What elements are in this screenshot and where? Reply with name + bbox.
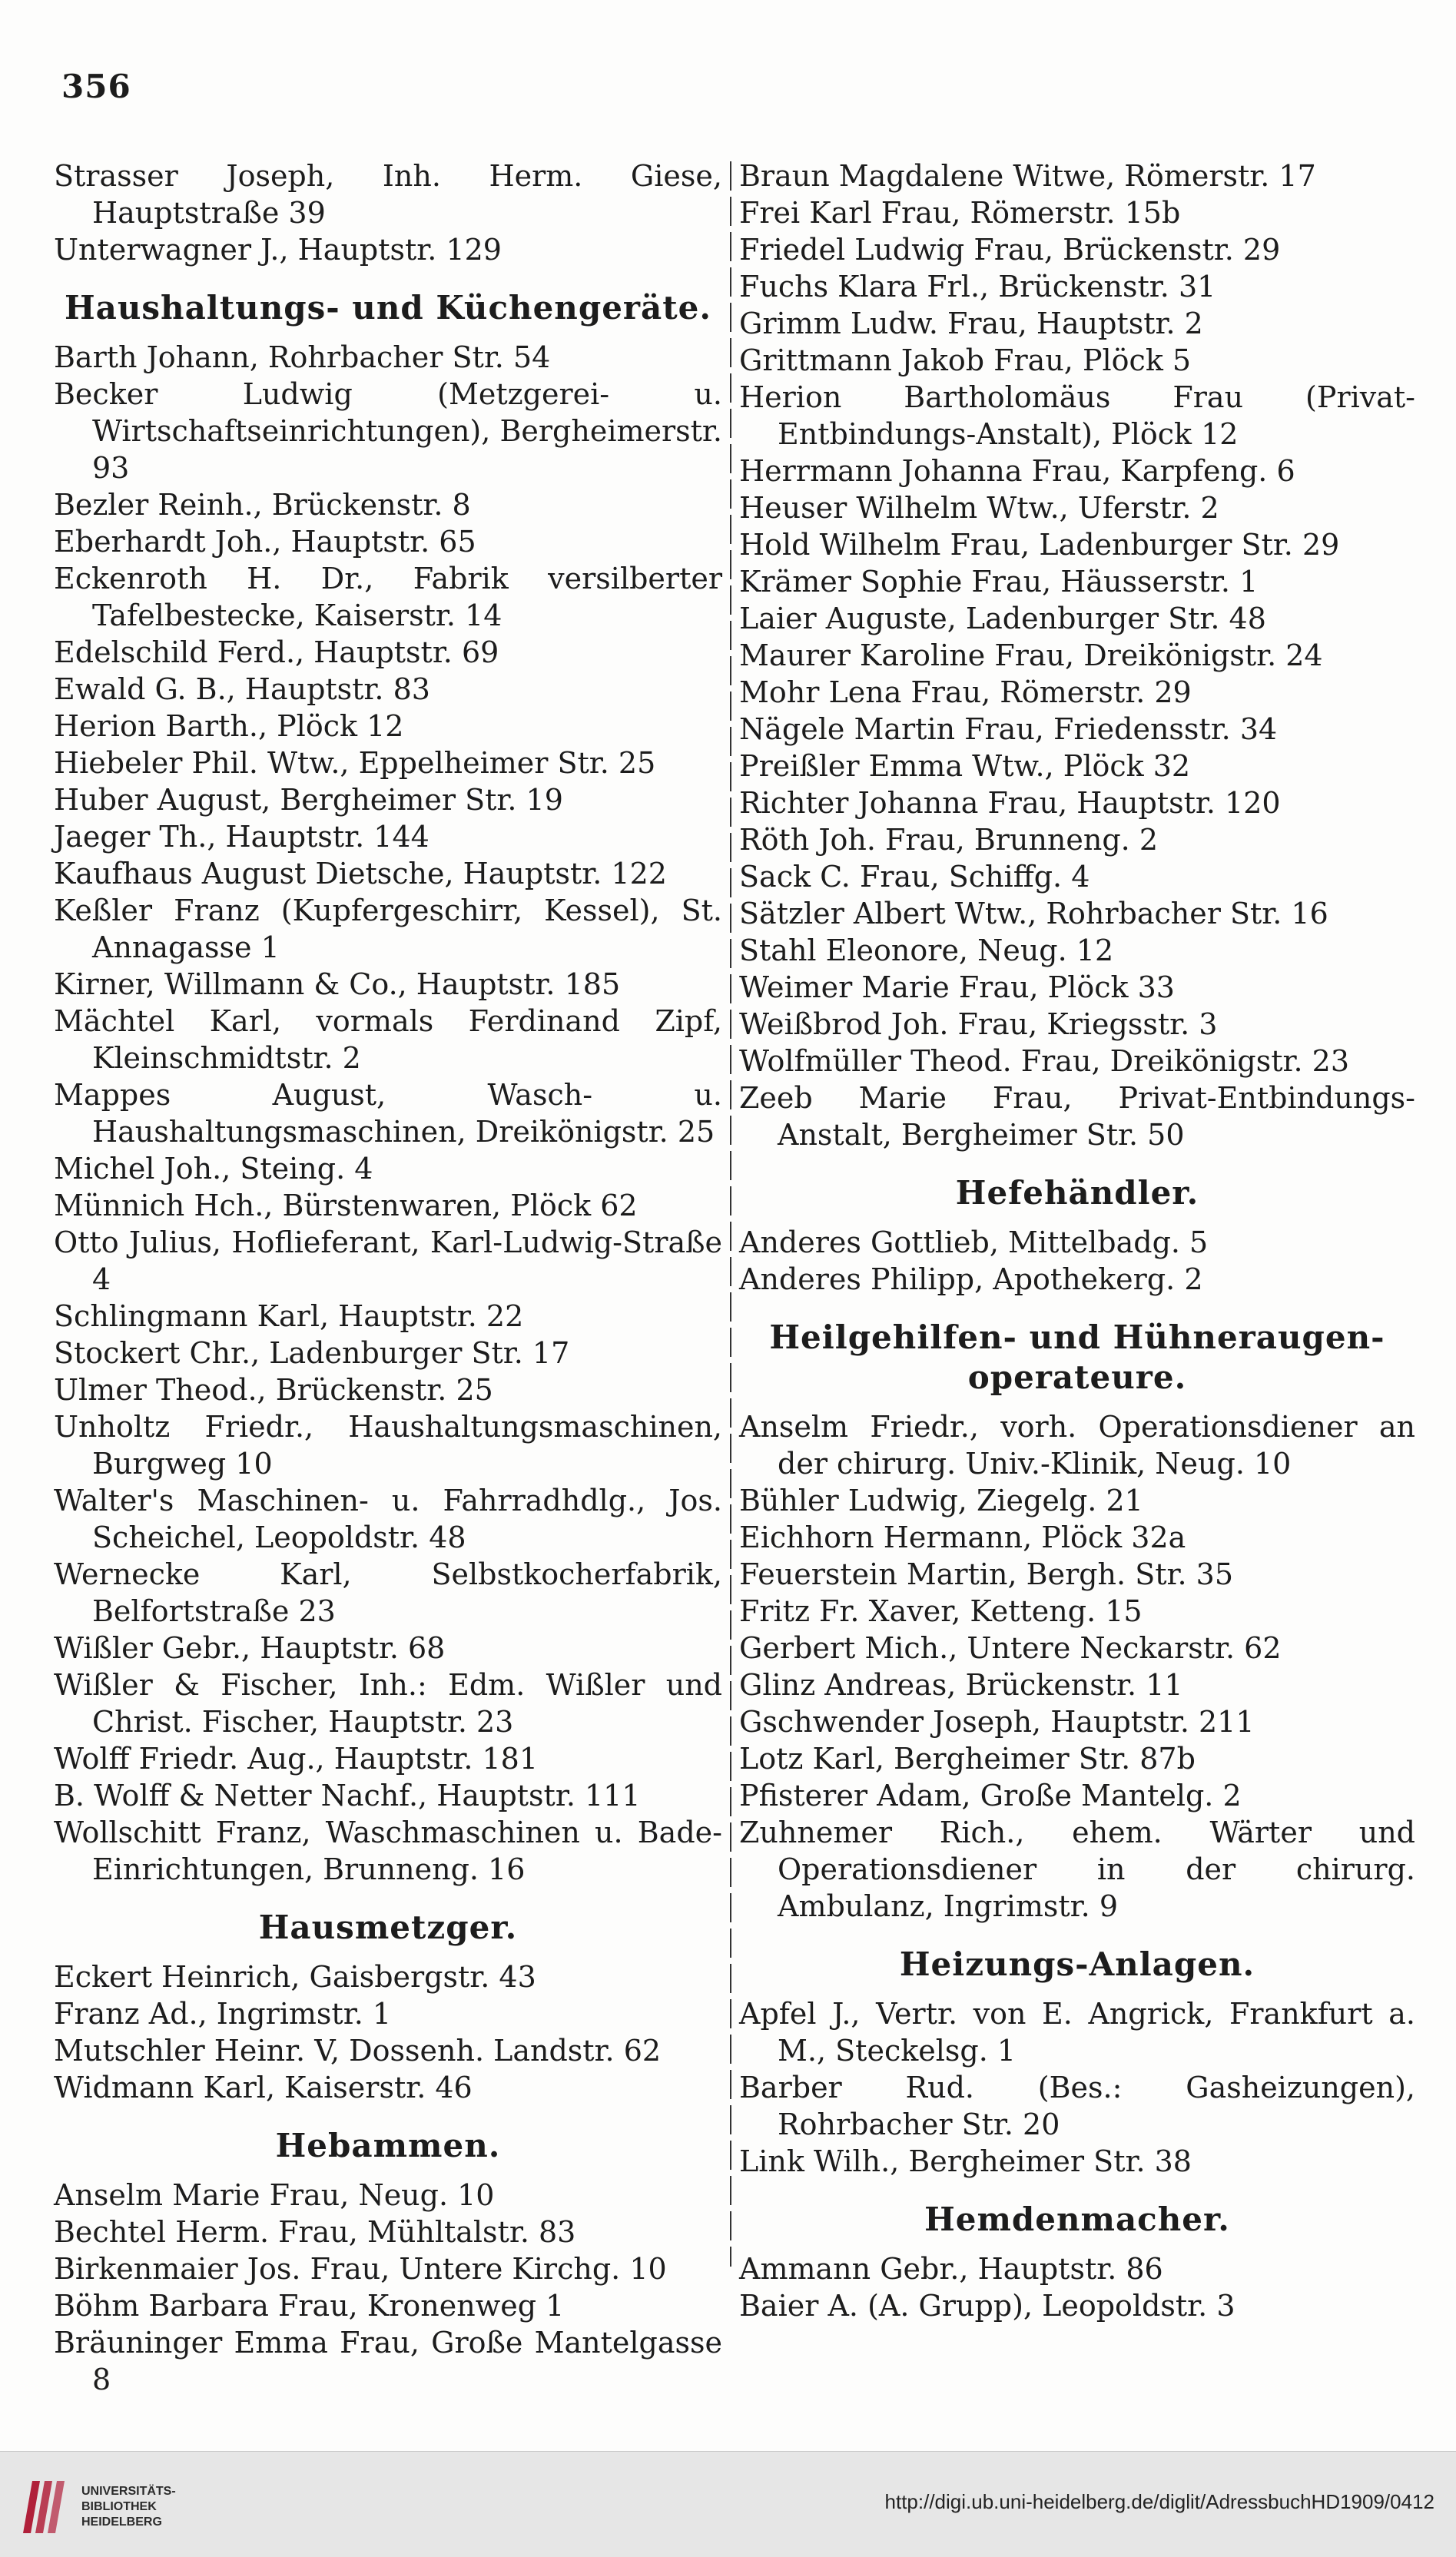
directory-entry: Birkenmaier Jos. Frau, Untere Kirchg. 10: [54, 2252, 667, 2286]
directory-entry: Baier A. (A. Grupp), Leopoldstr. 3: [739, 2289, 1235, 2323]
directory-entry: Grittmann Jakob Frau, Plöck 5: [739, 343, 1192, 377]
section-heading: Haushaltungs- und Küchengeräte.: [64, 289, 712, 327]
section-heading: Hefehändler.: [955, 1174, 1199, 1212]
directory-entry: Unholtz Friedr., Haushaltungsmaschinen, Burgweg 10: [54, 1410, 722, 1481]
column-divider: [730, 161, 731, 2267]
directory-entry: Frei Karl Frau, Römerstr. 15b: [739, 196, 1181, 230]
directory-entry: Anderes Gottlieb, Mittelbadg. 5: [739, 1225, 1209, 1259]
directory-entry: Herrmann Johanna Frau, Karpfeng. 6: [739, 454, 1295, 488]
directory-entry: Eberhardt Joh., Hauptstr. 65: [54, 525, 476, 559]
directory-entry: Laier Auguste, Ladenburger Str. 48: [739, 602, 1266, 635]
library-name: [81, 2484, 176, 2530]
library-name-line: UNIVERSITÄTS-: [81, 2485, 176, 2498]
directory-entry: Schlingmann Karl, Hauptstr. 22: [54, 1299, 524, 1333]
section-heading: Heilgehilfen- und Hühneraugen-operateure.: [769, 1318, 1385, 1396]
directory-entry: Gerbert Mich., Untere Neckarstr. 62: [739, 1631, 1282, 1665]
viewer-footer: [0, 2451, 1456, 2557]
library-seal-icon: [17, 2476, 71, 2536]
directory-entry: Mohr Lena Frau, Römerstr. 29: [739, 675, 1192, 709]
directory-entry: Wißler & Fischer, Inh.: Edm. Wißler und Christ. Fischer, Hauptstr. 23: [54, 1668, 722, 1739]
directory-entry: Anselm Friedr., vorh. Operationsdiener an der chirurg. Univ.-Klinik, Neug. 10: [739, 1410, 1415, 1481]
directory-entry: Maurer Karoline Frau, Dreikönigstr. 24: [739, 638, 1323, 672]
directory-entry: Stahl Eleonore, Neug. 12: [739, 934, 1114, 967]
directory-entry: Walter's Maschinen- u. Fahrradhdlg., Jos. Scheichel, Leopoldstr. 48: [54, 1484, 722, 1554]
directory-entry: Sack C. Frau, Schiffg. 4: [739, 860, 1090, 894]
directory-entry: Bräuninger Emma Frau, Große Mantelgasse 8: [54, 2326, 722, 2396]
directory-entry: Sätzler Albert Wtw., Rohrbacher Str. 16: [739, 897, 1328, 930]
directory-entry: Wolff Friedr. Aug., Hauptstr. 181: [54, 1742, 539, 1776]
directory-entry: Herion Barth., Plöck 12: [54, 709, 404, 743]
directory-entry: Lotz Karl, Bergheimer Str. 87b: [739, 1742, 1196, 1776]
directory-entry: Anselm Marie Frau, Neug. 10: [54, 2178, 495, 2212]
directory-entry: Bühler Ludwig, Ziegelg. 21: [739, 1484, 1143, 1517]
directory-entry: Herion Bartholomäus Frau (Privat-Entbindungs-Anstalt), Plöck 12: [739, 380, 1415, 451]
right-column: [739, 158, 1415, 2324]
section-heading: Hebammen.: [275, 2127, 501, 2164]
directory-entry: Wollschitt Franz, Waschmaschinen u. Bade-Einrichtungen, Brunneng. 16: [54, 1816, 722, 1886]
directory-entry: Michel Joh., Steing. 4: [54, 1152, 373, 1186]
directory-entry: Mutschler Heinr. V, Dossenh. Landstr. 62: [54, 2034, 662, 2068]
directory-entry: Strasser Joseph, Inh. Herm. Giese, Hauptstraße 39: [54, 159, 722, 230]
directory-entry: Hiebeler Phil. Wtw., Eppelheimer Str. 25: [54, 746, 656, 780]
left-column: [54, 158, 722, 2398]
directory-entry: Wißler Gebr., Hauptstr. 68: [54, 1631, 446, 1665]
directory-entry: Barber Rud. (Bes.: Gasheizungen), Rohrbacher Str. 20: [739, 2071, 1415, 2141]
directory-entry: Otto Julius, Hoflieferant, Karl-Ludwig-Straße 4: [54, 1225, 722, 1296]
directory-entry: Braun Magdalene Witwe, Römerstr. 17: [739, 159, 1316, 193]
directory-entry: Widmann Karl, Kaiserstr. 46: [54, 2071, 473, 2104]
directory-entry: Eckenroth H. Dr., Fabrik versilberter Tafelbestecke, Kaiserstr. 14: [54, 562, 722, 632]
directory-entry: Ulmer Theod., Brückenstr. 25: [54, 1373, 493, 1407]
directory-entry: Krämer Sophie Frau, Häusserstr. 1: [739, 565, 1259, 599]
directory-entry: Huber August, Bergheimer Str. 19: [54, 783, 563, 817]
directory-entry: Glinz Andreas, Brückenstr. 11: [739, 1668, 1183, 1702]
library-name-line: HEIDELBERG: [81, 2516, 162, 2529]
directory-entry: Wolfmüller Theod. Frau, Dreikönigstr. 23: [739, 1044, 1350, 1078]
directory-entry: Hold Wilhelm Frau, Ladenburger Str. 29: [739, 528, 1340, 562]
directory-entry: Fritz Fr. Xaver, Ketteng. 15: [739, 1594, 1143, 1628]
directory-entry: Anderes Philipp, Apothekerg. 2: [739, 1262, 1203, 1296]
directory-entry: Münnich Hch., Bürstenwaren, Plöck 62: [54, 1189, 638, 1222]
directory-entry: Barth Johann, Rohrbacher Str. 54: [54, 340, 551, 374]
directory-entry: Richter Johanna Frau, Hauptstr. 120: [739, 786, 1281, 820]
directory-entry: Mappes August, Wasch- u. Haushaltungsmaschinen, Dreikönigstr. 25: [54, 1078, 722, 1149]
section-heading: Hemdenmacher.: [924, 2200, 1230, 2238]
directory-entry: Kaufhaus August Dietsche, Hauptstr. 122: [54, 857, 667, 890]
directory-entry: Feuerstein Martin, Bergh. Str. 35: [739, 1557, 1233, 1591]
directory-entry: Ammann Gebr., Hauptstr. 86: [739, 2252, 1163, 2286]
directory-entry: Weißbrod Joh. Frau, Kriegsstr. 3: [739, 1007, 1218, 1041]
library-name-line: BIBLIOTHEK: [81, 2500, 157, 2513]
directory-entry: Stockert Chr., Ladenburger Str. 17: [54, 1336, 570, 1370]
section-heading: Hausmetzger.: [258, 1909, 518, 1946]
directory-entry: Kirner, Willmann & Co., Hauptstr. 185: [54, 967, 621, 1001]
directory-entry: Pfisterer Adam, Große Mantelg. 2: [739, 1779, 1242, 1812]
directory-entry: B. Wolff & Netter Nachf., Hauptstr. 111: [54, 1779, 641, 1812]
library-logo[interactable]: [17, 2470, 178, 2539]
directory-entry: Zuhnemer Rich., ehem. Wärter und Operationsdiener in der chirurg. Ambulanz, Ingrimstr. 9: [739, 1816, 1415, 1923]
directory-entry: Nägele Martin Frau, Friedensstr. 34: [739, 712, 1278, 746]
directory-entry: Ewald G. B., Hauptstr. 83: [54, 672, 430, 706]
directory-entry: Jaeger Th., Hauptstr. 144: [54, 820, 430, 854]
directory-entry: Preißler Emma Wtw., Plöck 32: [739, 749, 1191, 783]
directory-entry: Weimer Marie Frau, Plöck 33: [739, 970, 1175, 1004]
directory-entry: Becker Ludwig (Metzgerei- u. Wirtschaftseinrichtungen), Bergheimerstr. 93: [54, 377, 722, 485]
directory-entry: Röth Joh. Frau, Brunneng. 2: [739, 823, 1159, 857]
directory-entry: Edelschild Ferd., Hauptstr. 69: [54, 635, 499, 669]
directory-entry: Mächtel Karl, vormals Ferdinand Zipf, Kleinschmidtstr. 2: [54, 1004, 722, 1075]
directory-entry: Grimm Ludw. Frau, Hauptstr. 2: [739, 307, 1203, 340]
source-url-link[interactable]: http://digi.ub.uni-heidelberg.de/diglit/AdressbuchHD1909/0412: [884, 2490, 1434, 2513]
page-number: 356: [61, 68, 131, 105]
directory-entry: Friedel Ludwig Frau, Brückenstr. 29: [739, 233, 1281, 267]
directory-entry: Unterwagner J., Hauptstr. 129: [54, 233, 502, 267]
directory-entry: Zeeb Marie Frau, Privat-Entbindungs-Anstalt, Bergheimer Str. 50: [739, 1081, 1415, 1152]
directory-entry: Eichhorn Hermann, Plöck 32a: [739, 1521, 1186, 1554]
directory-entry: Wernecke Karl, Selbstkocherfabrik, Belfortstraße 23: [54, 1557, 722, 1628]
directory-entry: Keßler Franz (Kupfergeschirr, Kessel), St. Annagasse 1: [54, 894, 722, 964]
directory-entry: Fuchs Klara Frl., Brückenstr. 31: [739, 270, 1216, 303]
directory-entry: Bezler Reinh., Brückenstr. 8: [54, 488, 471, 522]
directory-entry: Franz Ad., Ingrimstr. 1: [54, 1997, 392, 2031]
directory-entry: Heuser Wilhelm Wtw., Uferstr. 2: [739, 491, 1219, 525]
directory-entry: Apfel J., Vertr. von E. Angrick, Frankfurt a. M., Steckelsg. 1: [739, 1997, 1415, 2068]
section-heading: Heizungs-Anlagen.: [899, 1945, 1255, 1983]
directory-entry: Bechtel Herm. Frau, Mühltalstr. 83: [54, 2215, 576, 2249]
directory-entry: Eckert Heinrich, Gaisbergstr. 43: [54, 1960, 536, 1994]
directory-entry: Link Wilh., Bergheimer Str. 38: [739, 2144, 1192, 2178]
directory-entry: Böhm Barbara Frau, Kronenweg 1: [54, 2289, 565, 2323]
directory-entry: Gschwender Joseph, Hauptstr. 211: [739, 1705, 1255, 1739]
